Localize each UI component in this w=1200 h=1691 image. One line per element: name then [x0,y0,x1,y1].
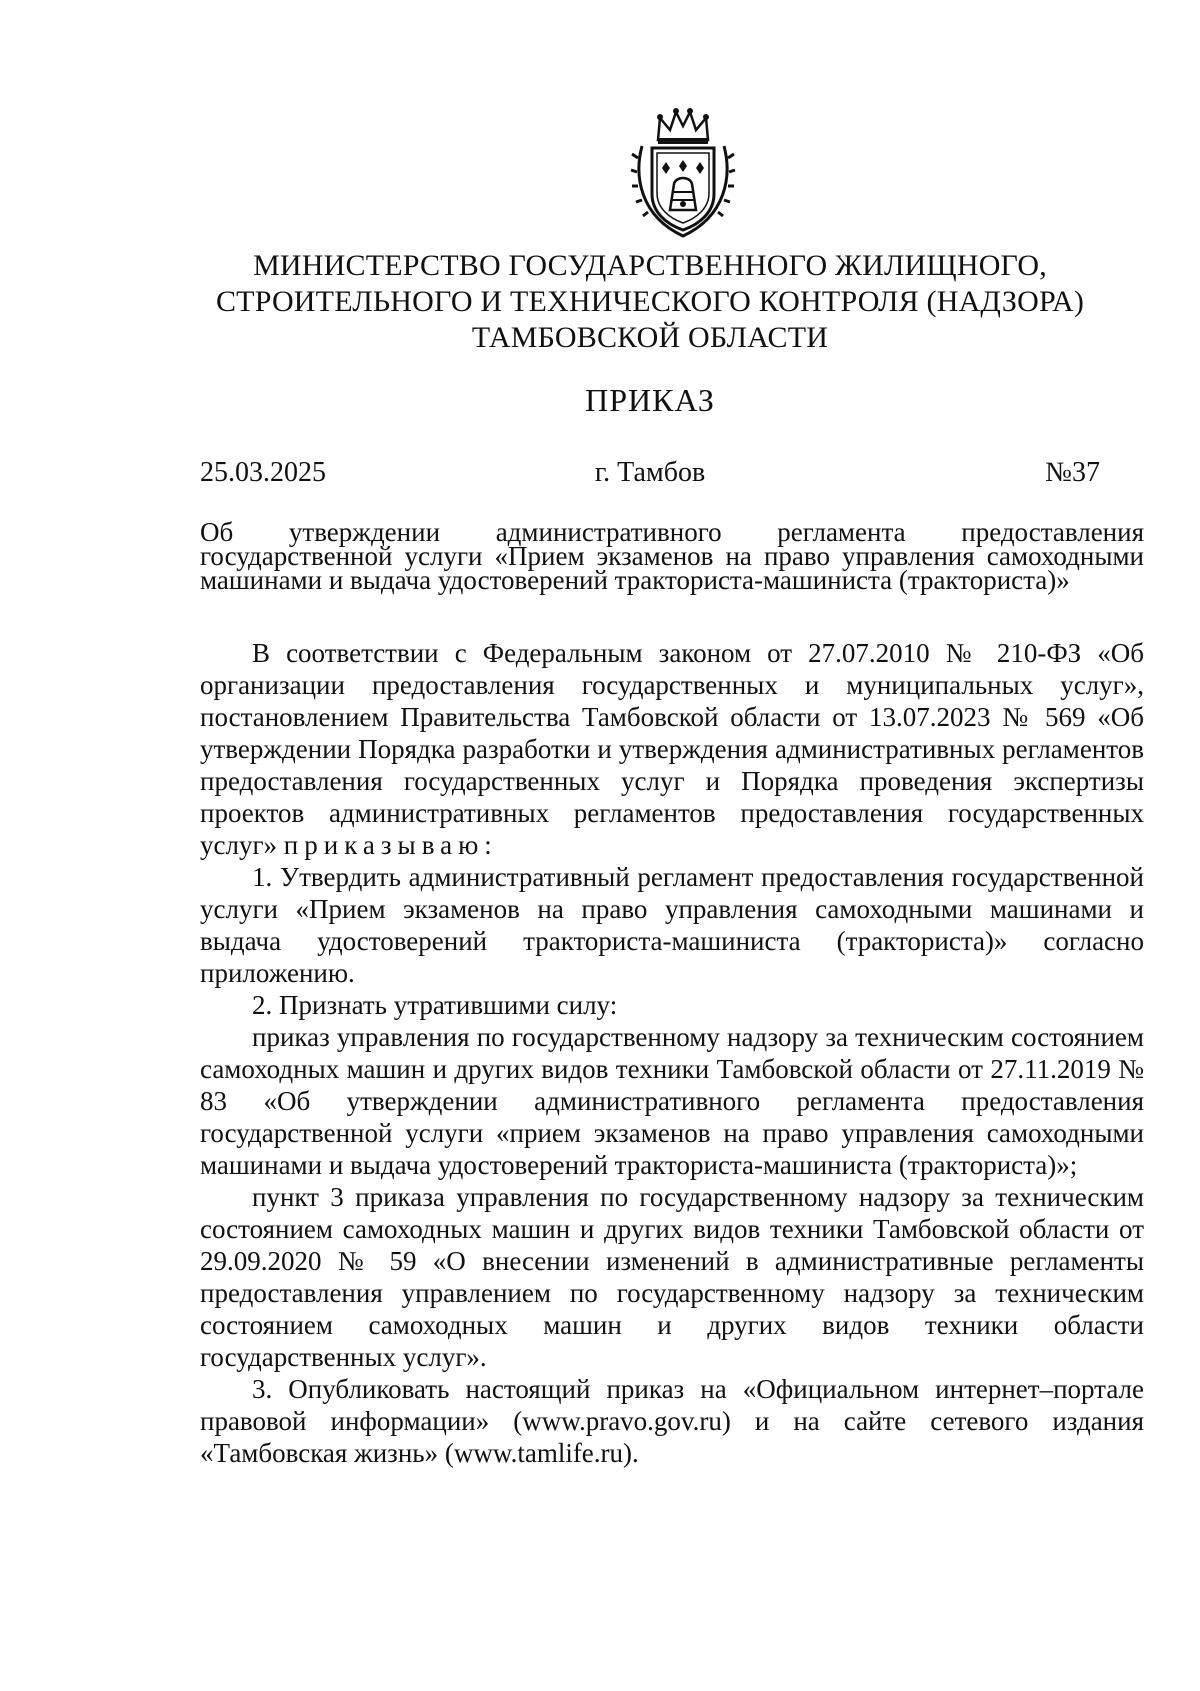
document-subject: Об утверждении административного регламента предоставления государственной услуги «Прием экзаменов на право управления самоходными машинами и выдача удостоверений тракториста-машиниста (тракториста)» [200,517,1144,595]
document-number: №37 [1045,457,1100,488]
item-3-paragraph: 3. Опубликовать настоящий приказ на «Официальном интернет–портале правовой информации» (www.pravo.gov.ru) и на сайте сетевого издания «Тамбовская жизнь» (www.tamlife.ru). [200,1374,1144,1468]
document-date: 25.03.2025 [200,457,326,488]
item-2-a-paragraph: приказ управления по государственному надзору за техническим состоянием самоходных машин и других видов техники Тамбовской области от 27.11.2019 № 83 «Об утверждении административного регламента предоставления государственной услуги «прием экзаменов на право управления самоходными машинами и выдача удостоверений тракториста-машиниста (тракториста)»; [200,1022,1144,1180]
ministry-line-3: ТАМБОВСКОЙ ОБЛАСТИ [471,321,829,354]
ministry-name [200,248,1100,356]
item-1-paragraph: 1. Утвердить административный регламент предоставления государственной услуги «Прием экзаменов на право управления самоходными машинами и выдача удостоверений тракториста-машиниста (тракториста)» согласно приложению. [200,862,1144,988]
document-body [200,637,1144,1469]
item-2-title: 2. Признать утратившими силу: [252,990,618,1020]
preamble-paragraph [200,637,1144,861]
preamble-text: В соответствии с Федеральным законом от 27.07.2010 № 210-ФЗ «Об организации предоставления государственных и муниципальных услуг», постановлением Правительства Тамбовской области от 13.07.2023 № 569 «Об утверждении Порядка разработки и утверждения административных регламентов предоставления государственных услуг и Порядка проведения экспертизы проектов административных регламентов предоставления государственных услуг» [200,638,1144,860]
tambov-coat-of-arms-icon [630,106,736,240]
ministry-line-2: СТРОИТЕЛЬНОГО И ТЕХНИЧЕСКОГО КОНТРОЛЯ (НАДЗОРА) [215,285,1085,318]
ministry-line-1: МИНИСТЕРСТВО ГОСУДАРСТВЕННОГО ЖИЛИЩНОГО, [253,249,1047,282]
document-city: г. Тамбов [594,457,706,488]
document-type-title: ПРИКАЗ [585,382,715,418]
order-word: приказываю: [283,830,498,860]
item-2-b-paragraph: пункт 3 приказа управления по государственному надзору за техническим состоянием самоходных машин и других видов техники Тамбовской области от 29.09.2020 № 59 «О внесении изменений в административные регламенты предоставления управлением по государственному надзору за техническим состоянием самоходных машин и других видов техники области государственных услуг». [200,1182,1144,1372]
